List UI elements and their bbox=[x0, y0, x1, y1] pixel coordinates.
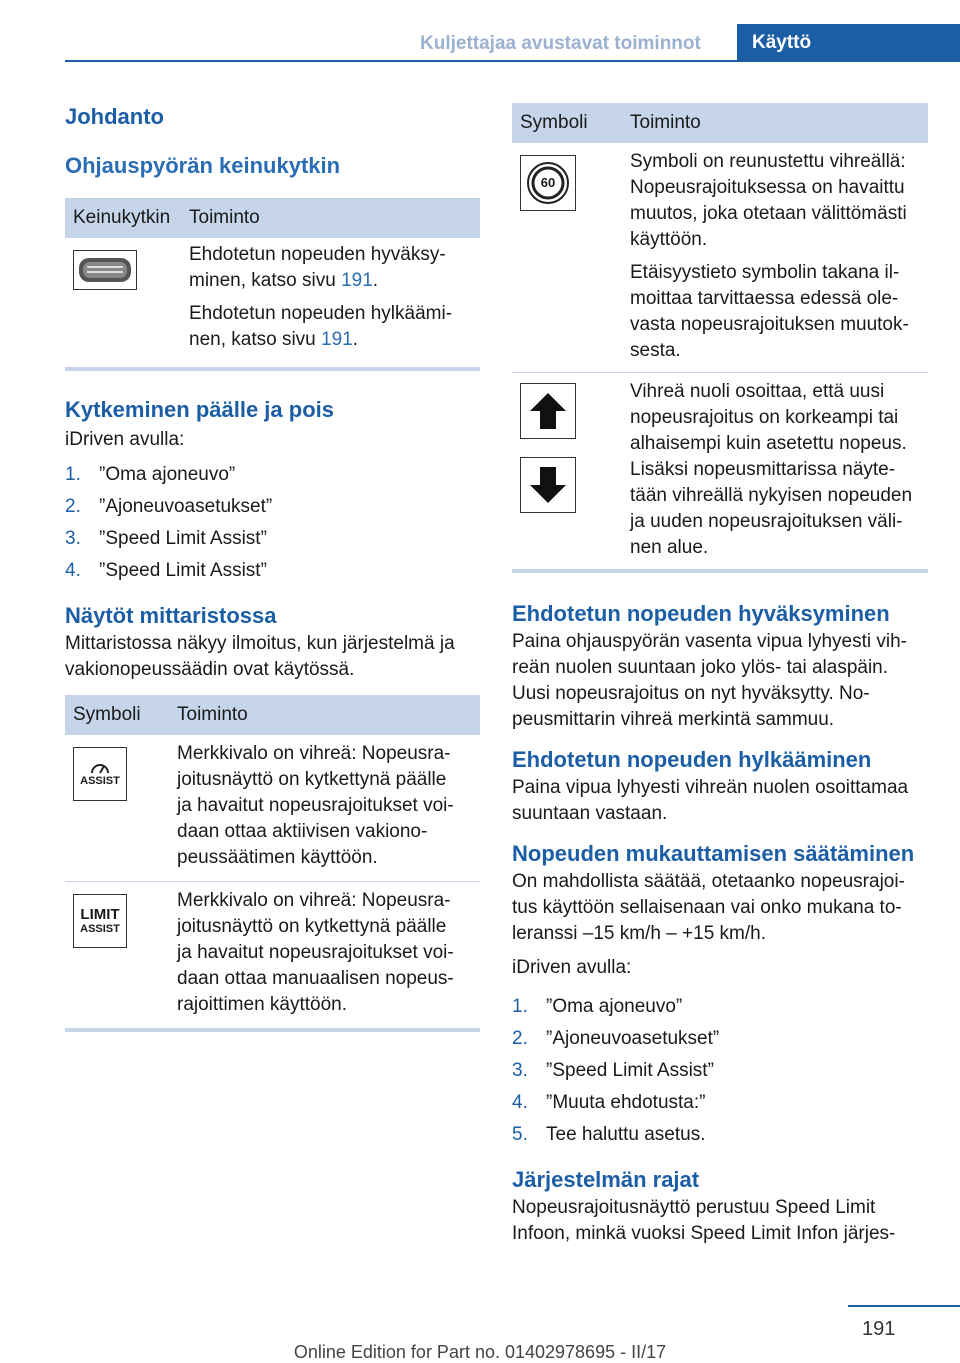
step-list bbox=[512, 991, 928, 1151]
table-header-cell: Toiminto bbox=[622, 103, 928, 143]
section-heading: Nopeuden mukauttamisen säätäminen bbox=[512, 841, 915, 866]
rocker-switch-icon bbox=[73, 250, 137, 290]
body-text: Paina ohjauspyörän vasenta vipua lyhyesti vih- bbox=[512, 631, 908, 652]
table-text: daan ottaa aktiivisen vakiono- bbox=[177, 821, 428, 842]
table-text: moittaa tarvittaessa edessä ole- bbox=[630, 288, 899, 309]
table-end-rule bbox=[65, 1028, 480, 1032]
table-text: ja havaitut nopeusrajoitukset voi- bbox=[177, 942, 454, 963]
body-text: Paina vipua lyhyesti vihreän nuolen osoittamaa bbox=[512, 777, 909, 798]
page-number: 191 bbox=[862, 1318, 896, 1340]
list-item: 5. Tee haluttu asetus. bbox=[512, 1124, 706, 1145]
table-text: ja uuden nopeusrajoituksen väli- bbox=[630, 511, 903, 532]
table-header-cell: Symboli bbox=[512, 103, 622, 143]
table-text: Lisäksi nopeusmittarissa näyte- bbox=[630, 459, 896, 480]
step-list bbox=[65, 459, 480, 587]
section-heading: Näytöt mittaristossa bbox=[65, 603, 277, 628]
table-header-cell: Symboli bbox=[65, 695, 169, 735]
table-text: vasta nopeusrajoituksen muutok- bbox=[630, 314, 909, 335]
table-text: minen, katso sivu bbox=[189, 270, 342, 291]
table-text: nen, katso sivu bbox=[189, 329, 322, 350]
list-item: 1. ”Oma ajoneuvo” bbox=[512, 996, 683, 1017]
table-text: Symboli on reunustettu vihreällä: bbox=[630, 151, 906, 172]
section-title: Johdanto bbox=[65, 104, 164, 129]
table-header-cell: Toiminto bbox=[169, 695, 480, 735]
body-text: On mahdollista säätää, otetaanko nopeusrajoi- bbox=[512, 871, 905, 892]
symbol-table bbox=[512, 103, 928, 569]
page-link[interactable]: 191 bbox=[321, 329, 353, 350]
body-text: iDriven avulla: bbox=[512, 957, 632, 978]
table-text: Ehdotetun nopeuden hylkäämi- bbox=[189, 303, 453, 324]
running-header-section: Kuljettajaa avustavat toiminnot bbox=[420, 33, 701, 54]
rocker-switch-table: Keinukytkin Toiminto Ehdotetun nopeuden hyväksy- minen, katso sivu 191. Ehdotetun nopeuden hylkäämi- nen, katso sivu 191. bbox=[65, 198, 480, 367]
body-text: tus käyttöön sellaisenaan vai onko mukana to- bbox=[512, 897, 902, 918]
table-end-rule bbox=[512, 569, 928, 573]
table-text: Nopeusrajoituksessa on havaittu bbox=[630, 177, 905, 198]
section-heading: Ehdotetun nopeuden hylkääminen bbox=[512, 747, 872, 772]
table-text: ja havaitut nopeusrajoitukset voi- bbox=[177, 795, 454, 816]
body-text: peusmittarin vihreä merkintä sammuu. bbox=[512, 709, 835, 730]
table-text: Etäisyystieto symbolin takana il- bbox=[630, 262, 900, 283]
table-text: peussäätimen käyttöön. bbox=[177, 847, 378, 868]
body-text: reän nuolen suuntaan joko ylös- tai alaspäin. bbox=[512, 657, 889, 678]
table-text: joitusnäyttö on kytkettynä päälle bbox=[177, 916, 447, 937]
table-header-cell: Keinukytkin bbox=[65, 198, 181, 238]
body-text: vakionopeussäädin ovat käytössä. bbox=[65, 659, 355, 680]
assist-icon: ASSIST bbox=[73, 747, 127, 801]
footer-rule bbox=[848, 1305, 960, 1307]
body-text: iDriven avulla: bbox=[65, 429, 185, 450]
list-item: 3. ”Speed Limit Assist” bbox=[65, 528, 267, 549]
table-text: Merkkivalo on vihreä: Nopeusra- bbox=[177, 743, 451, 764]
section-subtitle: Ohjauspyörän keinukytkin bbox=[65, 153, 341, 178]
section-heading: Kytkeminen päälle ja pois bbox=[65, 397, 334, 422]
header-rule bbox=[65, 60, 737, 62]
table-text: nopeusrajoitus on korkeampi tai bbox=[630, 407, 899, 428]
table-text: sesta. bbox=[630, 340, 681, 361]
body-text: Nopeusrajoitusnäyttö perustuu Speed Limit bbox=[512, 1197, 876, 1218]
body-text: Infoon, minkä vuoksi Speed Limit Infon järjes- bbox=[512, 1223, 896, 1244]
table-end-rule bbox=[65, 367, 480, 371]
table-text: rajoittimen käyttöön. bbox=[177, 994, 348, 1015]
table-text: joitusnäyttö on kytkettynä päälle bbox=[177, 769, 447, 790]
body-text: Mittaristossa näkyy ilmoitus, kun järjestelmä ja bbox=[65, 633, 455, 654]
table-text: Vihreä nuoli osoittaa, että uusi bbox=[630, 381, 885, 402]
arrow-up-icon bbox=[520, 383, 576, 439]
table-text: Merkkivalo on vihreä: Nopeusra- bbox=[177, 890, 451, 911]
list-item: 4. ”Speed Limit Assist” bbox=[65, 560, 267, 581]
table-text: käyttöön. bbox=[630, 229, 708, 250]
footer-edition: Online Edition for Part no. 01402978695 - II/17 bbox=[293, 1342, 667, 1362]
list-item: 4. ”Muuta ehdotusta:” bbox=[512, 1092, 706, 1113]
list-item: 3. ”Speed Limit Assist” bbox=[512, 1060, 714, 1081]
body-text: suuntaan vastaan. bbox=[512, 803, 668, 824]
left-column bbox=[65, 100, 480, 1032]
list-item: 2. ”Ajoneuvoasetukset” bbox=[512, 1028, 720, 1049]
arrow-down-icon bbox=[520, 457, 576, 513]
table-text: daan ottaa manuaalisen nopeus- bbox=[177, 968, 454, 989]
right-column bbox=[512, 103, 928, 1247]
running-header-chapter: Käyttö bbox=[737, 24, 960, 62]
limit-assist-icon: LIMIT ASSIST bbox=[73, 894, 127, 948]
table-text: muutos, joka otetaan välittömästi bbox=[630, 203, 907, 224]
table-text: Ehdotetun nopeuden hyväksy- bbox=[189, 244, 446, 265]
list-item: 1. ”Oma ajoneuvo” bbox=[65, 464, 236, 485]
page-link[interactable]: 191 bbox=[341, 270, 373, 291]
indicator-table bbox=[65, 695, 480, 1028]
list-item: 2. ”Ajoneuvoasetukset” bbox=[65, 496, 273, 517]
section-heading: Ehdotetun nopeuden hyväksyminen bbox=[512, 601, 890, 626]
table-text: alhaisempi kuin asetettu nopeus. bbox=[630, 433, 907, 454]
speed-limit-60-icon: 60 bbox=[520, 155, 576, 211]
table-text: tään vihreällä nykyisen nopeuden bbox=[630, 485, 913, 506]
body-text: leranssi –15 km/h – +15 km/h. bbox=[512, 923, 766, 944]
table-text: nen alue. bbox=[630, 537, 709, 558]
section-heading: Järjestelmän rajat bbox=[512, 1167, 700, 1192]
body-text: Uusi nopeusrajoitus on nyt hyväksytty. No- bbox=[512, 683, 870, 704]
table-header-cell: Toiminto bbox=[181, 198, 480, 238]
